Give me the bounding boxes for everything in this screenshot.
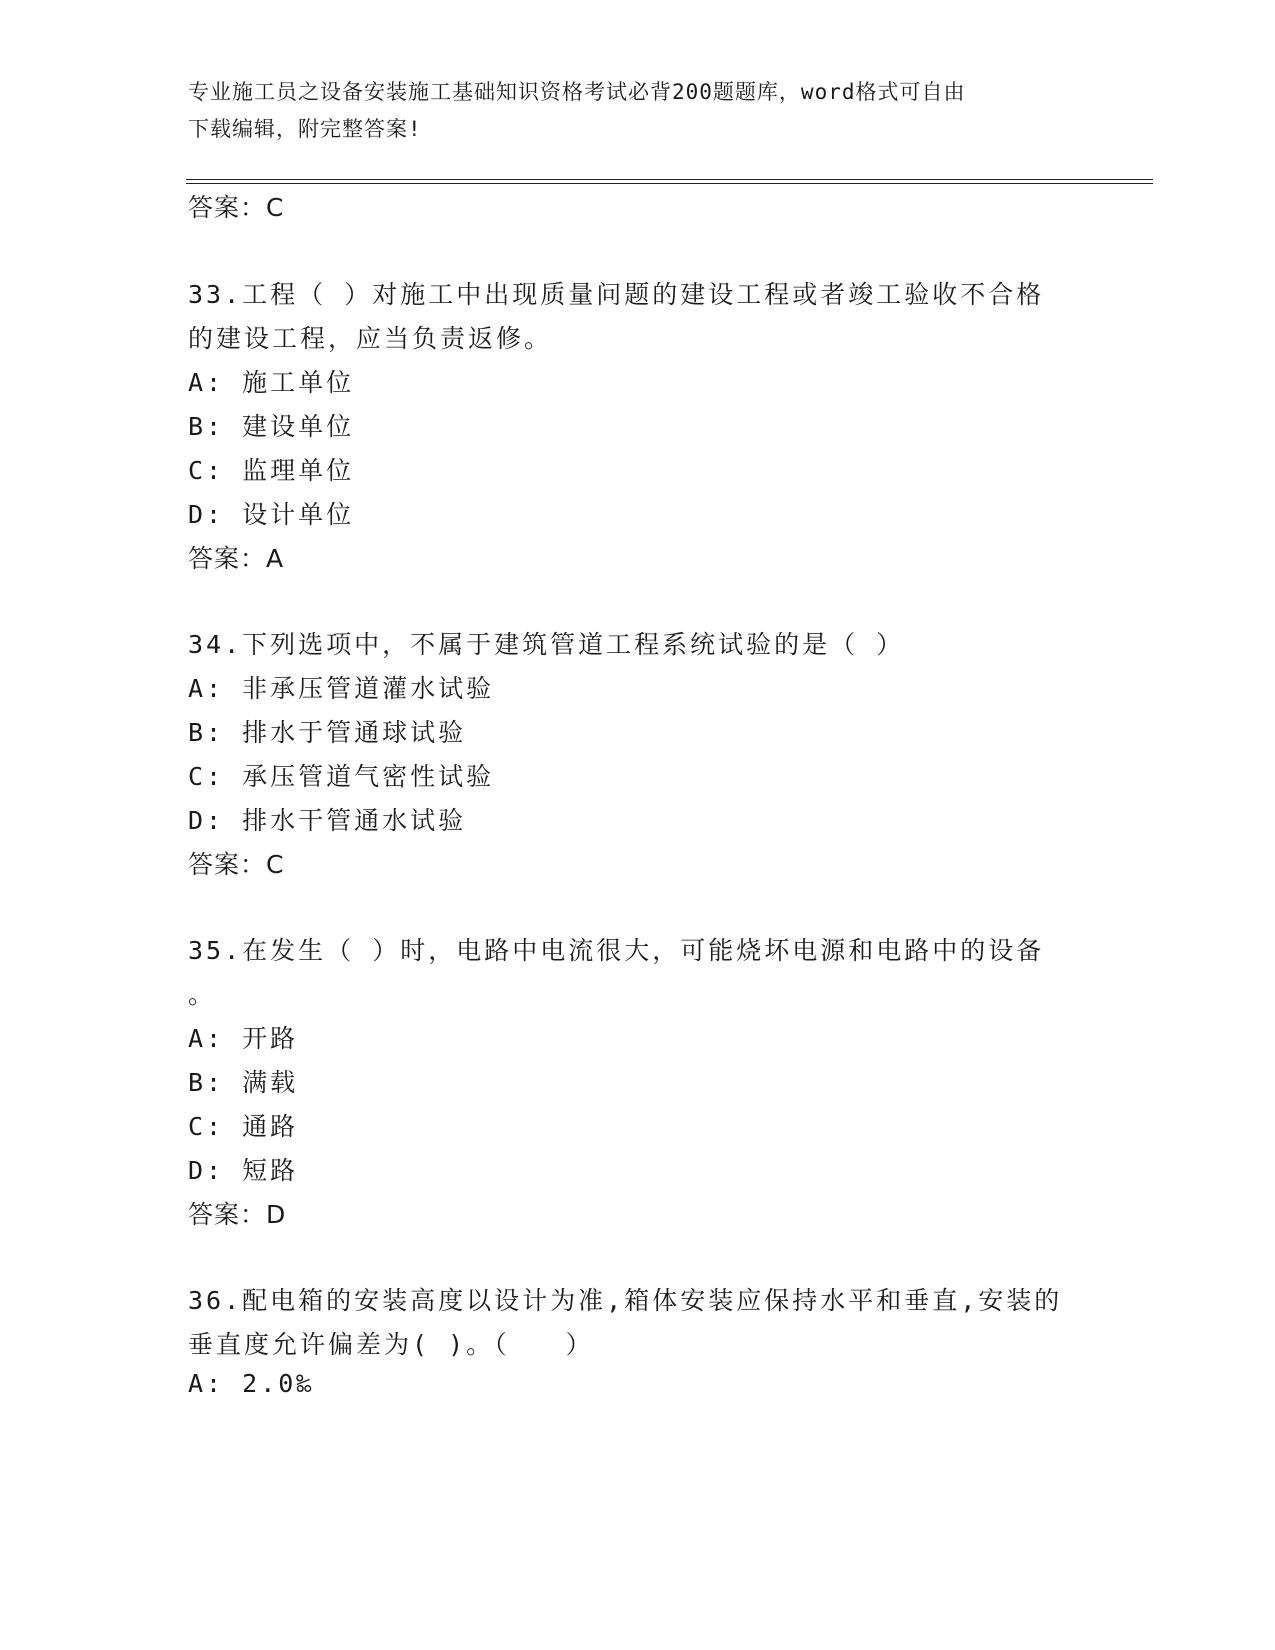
- q35-option-c: C: 通路: [188, 1112, 299, 1141]
- q33-stem-line-1: 33.工程（ ）对施工中出现质量问题的建设工程或者竣工验收不合格: [188, 280, 1045, 309]
- q35-stem-line-2: 。: [188, 980, 217, 1009]
- document-header: [188, 74, 1088, 148]
- q34-option-b: B: 排水于管通球试验: [188, 718, 467, 747]
- q33-option-b: B: 建设单位: [188, 412, 355, 441]
- q35-answer: 答案：D: [188, 1200, 287, 1229]
- header-line-1: 专业施工员之设备安装施工基础知识资格考试必背200题题库，word格式可自由: [188, 80, 966, 104]
- q35-option-a: A: 开路: [188, 1024, 299, 1053]
- q33-option-d: D: 设计单位: [188, 500, 355, 529]
- q35-stem-line-1: 35.在发生（ ）时，电路中电流很大，可能烧坏电源和电路中的设备: [188, 936, 1045, 965]
- q34-answer: 答案：C: [188, 850, 285, 879]
- q34-option-a: A: 非承压管道灌水试验: [188, 674, 495, 703]
- q34-option-c: C: 承压管道气密性试验: [188, 762, 495, 791]
- q34-option-d: D: 排水干管通水试验: [188, 806, 467, 835]
- answer-prev: 答案：C: [188, 193, 285, 222]
- q33-option-a: A: 施工单位: [188, 368, 355, 397]
- header-rule-bottom: [186, 183, 1153, 184]
- header-rule-top: [186, 179, 1153, 180]
- header-line-2: 下载编辑，附完整答案!: [188, 117, 422, 141]
- q36-stem-line-1: 36.配电箱的安装高度以设计为准,箱体安装应保持水平和垂直,安装的: [188, 1286, 1063, 1315]
- q33-answer: 答案：A: [188, 544, 285, 573]
- q34-stem-line-1: 34.下列选项中，不属于建筑管道工程系统试验的是（ ）: [188, 630, 905, 659]
- q33-option-c: C: 监理单位: [188, 456, 355, 485]
- q36-option-a: A: 2.0‰: [188, 1369, 315, 1398]
- q36-stem-line-2: 垂直度允许偏差为( )。（ ）: [188, 1330, 594, 1359]
- q33-stem-line-2: 的建设工程，应当负责返修。: [188, 324, 553, 353]
- q35-option-d: D: 短路: [188, 1156, 299, 1185]
- q35-option-b: B: 满载: [188, 1068, 299, 1097]
